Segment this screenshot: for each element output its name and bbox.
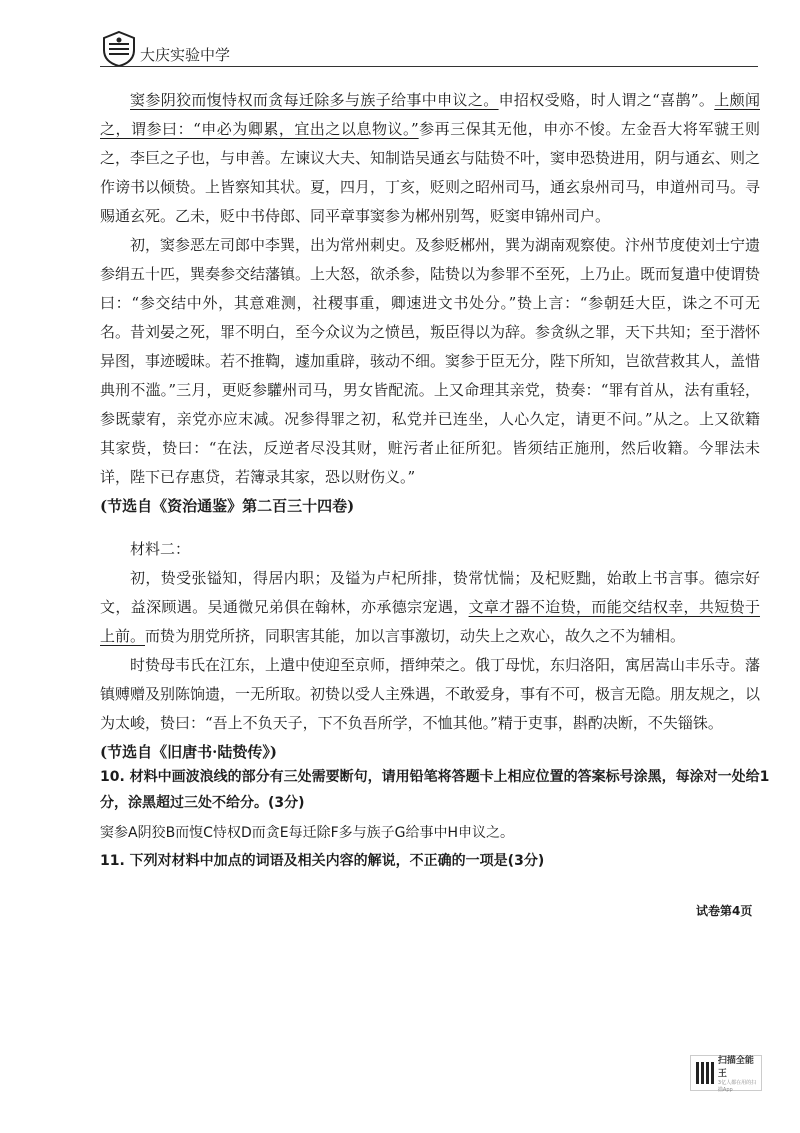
material1-source: (节选自《资治通鉴》第二百三十四卷) xyxy=(100,497,355,515)
header-rule xyxy=(100,66,758,67)
question-11: 11. 下列对材料中加点的词语及相关内容的解说，不正确的一项是(3分) xyxy=(100,853,545,869)
qr-code-icon xyxy=(696,1062,714,1084)
question-10: 10. 材料中画波浪线的部分有三处需要断句，请用铅笔将答题卡上相应位置的答案标号涂黑，每涂对一处给1分，涂黑超过三处不给分。(3分) xyxy=(100,769,770,811)
material2-paragraph-1: 初，贽受张镒知，得居内职；及镒为卢杞所排，贽常忧惴；及杞贬黜，始敢上书言事。德宗好文，益深顾遇。吴通微兄弟俱在翰林，亦承德宗宠遇，文章才器不迨贽，而能交结权幸，共短贽于上前。而贽为朋党所挤，同职害其能，加以言事激切，动失上之欢心，故久之不为辅相。 xyxy=(100,569,760,645)
wavy-sentence: 窦参阴狡而愎恃权而贪每迁除多与族子给事中申议之。 xyxy=(130,91,499,109)
underlined-sentence: 上颇闻之，谓参曰：“申必为卿累，宜出之以息物议。” xyxy=(100,91,760,138)
school-logo-icon xyxy=(100,30,138,68)
school-name: 大庆实验中学 xyxy=(140,46,231,64)
material1-paragraph-1: 窦参阴狡而愎恃权而贪每迁除多与族子给事中申议之。申招权受赂，时人谓之“喜鹊”。上颇闻之，谓参曰：“申必为卿累，宜出之以息物议。”参再三保其无他，申亦不悛。左金吾大将军虢王则之，李巨之子也，与申善。左谏议大夫、知制诰吴通玄与陆贽不叶，窦申恐贽进用，阴与通玄、则之作谤书以倾贽。上皆察知其状。夏，四月，丁亥，贬则之昭州司马，通玄泉州司马，申道州司马。寻赐通玄死。乙未，贬中书侍郎、同平章事窦参为郴州别驾，贬窦申锦州司户。 xyxy=(100,91,761,225)
scanner-slogan: 3亿人都在用的扫描App xyxy=(717,1080,757,1093)
passage xyxy=(100,86,760,767)
scanner-name: 扫描全能王 xyxy=(717,1056,754,1079)
material2-paragraph-2: 时贽母韦氏在江东，上遣中使迎至京师，搢绅荣之。俄丁母忧，东归洛阳，寓居嵩山丰乐寺。藩镇赙赠及别陈饷遗，一无所取。初贽以受人主殊遇，不敢爱身，事有不可，极言无隐。朋友规之，以为太峻，贽曰：“吾上不负天子，下不负吾所学，不恤其他。”精于吏事，斟酌决断，不失锱铢。 xyxy=(100,656,761,732)
material2-label: 材料二： xyxy=(130,540,191,558)
underlined-sentence: 文章才器不迨贽，而能交结权幸，共短贽于上前。 xyxy=(100,598,760,645)
page-number: 试卷第4页 xyxy=(696,904,753,918)
material2-source: (节选自《旧唐书·陆贽传》) xyxy=(100,743,277,761)
question-10-options: 窦参A阴狡B而愎C恃权D而贪E每迁除F多与族子G给事中H申议之。 xyxy=(100,825,515,841)
scanner-watermark xyxy=(690,1055,762,1091)
material1-paragraph-2: 初，窦参恶左司郎中李巽，出为常州刺史。及参贬郴州，巽为湖南观察使。汴州节度使刘士宁遗参绢五十匹，巽奏参交结藩镇。上大怒，欲杀参，陆贽以为参罪不至死，上乃止。既而复遣中使谓贽曰：“参交结中外，其意难测，社稷事重，卿速进文书处分。”贽上言：“参朝廷大臣，诛之不可无名。昔刘晏之死，罪不明白，至今众议为之愤邑，叛臣得以为辞。参贪纵之罪，天下共知；至于潜怀异图，事迹暧昧。若不推鞫，遽加重辟，骇动不细。窦参于臣无分，陛下所知，岂欲营救其人，盖惜典刑不滥。”三月，更贬参驩州司马，男女皆配流。上又命理其亲党，贽奏：“罪有首从，法有重轻，参既蒙宥，亲党亦应末减。况参得罪之初，私党并已连坐，人心久定，请更不问。”从之。上又欲籍其家赀，贽曰：“在法，反逆者尽没其财，赃污者止征所犯。皆须结正施刑，然后收籍。今罪法未详，陛下已存惠贷，若簿录其家，恐以财伤义。” xyxy=(100,236,761,486)
